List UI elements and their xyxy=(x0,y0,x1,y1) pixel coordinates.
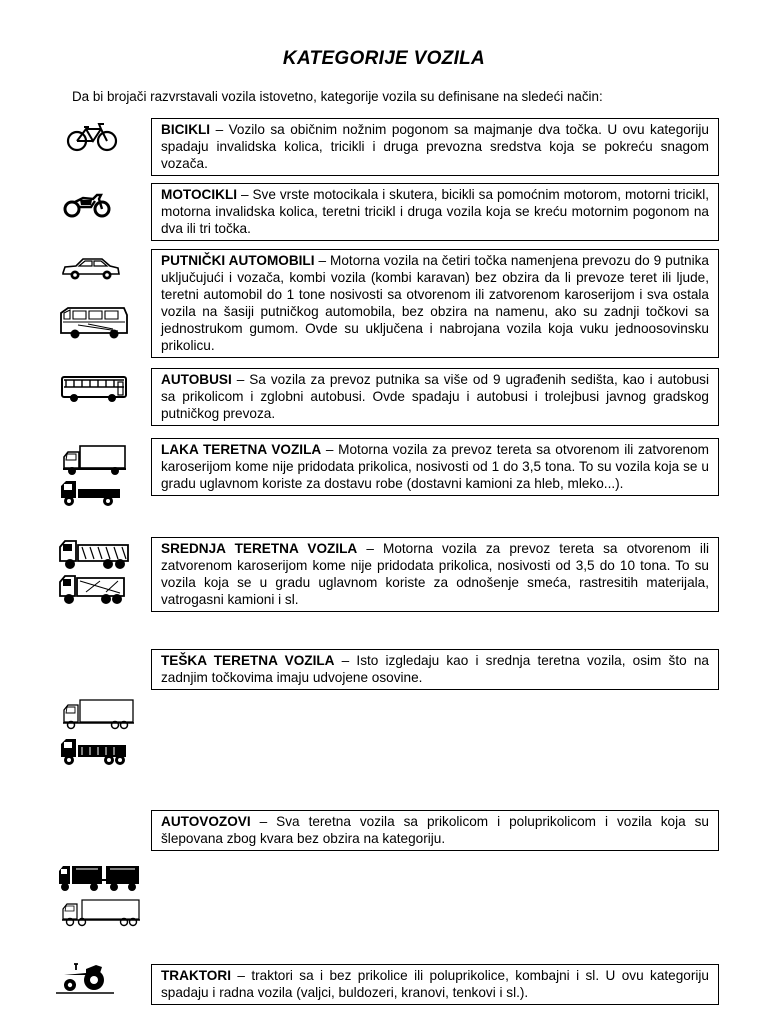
semi-trailer-icon xyxy=(60,897,142,927)
car-icon xyxy=(60,256,122,282)
category-text: – Vozilo sa običnim nožnim pogonom sa majmanje dva točka. U ovu kategoriju spadaju invalidska kolica, tricikli i druga prevozna sredstva koja se pokreću snagom vozača. xyxy=(161,122,709,171)
category-name: PUTNIČKI AUTOMOBILI xyxy=(161,253,315,268)
intro-text: Da bi brojači razvrstavali vozila istovetno, kategorije vozila su definisane na sledeći način: xyxy=(72,89,603,104)
category-laka-teretna-vozila xyxy=(151,438,719,496)
dump-truck-icon xyxy=(56,572,128,606)
category-text: – Sve vrste motocikala i skutera, bicikli sa pomoćnim motorom, motorni tricikl, motorna invalidska kolica, teretni tricikl i druga vozila koja se kreću motornim pogonom na dva ili tri točka. xyxy=(161,187,709,236)
category-name: TRAKTORI xyxy=(161,968,231,983)
category-text: – Sva teretna vozila sa prikolicom i poluprikolicom i vozila koja su šlepovana zbog kvara bez obzira na kategoriju. xyxy=(161,814,709,846)
category-name: LAKA TERETNA VOZILA xyxy=(161,442,322,457)
category-srednja-teretna-vozila xyxy=(151,537,719,612)
tractor-icon xyxy=(56,961,118,995)
box-truck-icon xyxy=(60,443,128,477)
category-text: – Sa vozila za prevoz putnika sa više od 9 ugrađenih sedišta, kao i autobusi sa prikolicom i zglobni autobusi. Ovde spadaju i autobusi i trolejbusi javnog gradskog putničkog prevoza. xyxy=(161,372,709,421)
category-motocikli xyxy=(151,183,719,241)
category-teska-teretna-vozila xyxy=(151,649,719,690)
category-name: TEŠKA TERETNA VOZILA xyxy=(161,653,335,668)
category-autobusi xyxy=(151,368,719,426)
heavy-truck-icon xyxy=(60,697,136,731)
category-text: – traktori sa i bez prikolice ili poluprikolice, kombajni i sl. U ovu kategoriju spadaju i radna vozila (valjci, buldozeri, kranovi, tenkovi i sl.). xyxy=(161,968,709,1000)
category-name: AUTOVOZOVI xyxy=(161,814,251,829)
van-icon xyxy=(58,305,130,341)
medium-truck-icon xyxy=(56,537,132,571)
truck-trailer-icon xyxy=(56,862,142,892)
category-text: – Motorna vozila za prevoz tereta sa otvorenom ili zatvorenom karoserijom kome nije pridodata prikolica, nosivosti od 3,5 do 10 tona. To su vozila koja se u gradu uglavnom koriste za odnošenje smeća, rastresitih materijala, vatrogasni kamioni i sl. xyxy=(161,541,709,607)
motorcycle-icon xyxy=(63,190,111,218)
category-text: – Motorna vozila za prevoz tereta sa otvorenom ili zatvorenom karoserijom kome nije pridodata prikolica, nosivosti od 1 do 3,5 tona. To su vozila koja se u gradu uglavnom koriste za dostavu robe (dostavni kamioni za hleb, mleko...). xyxy=(161,442,709,491)
category-putnicki-automobili xyxy=(151,249,719,358)
category-autovozovi xyxy=(151,810,719,851)
pickup-truck-icon xyxy=(58,478,124,508)
page-title: KATEGORIJE VOZILA xyxy=(282,48,486,69)
heavy-dump-truck-icon xyxy=(58,736,130,768)
bus-icon xyxy=(60,374,128,404)
category-traktori xyxy=(151,964,719,1005)
category-name: MOTOCIKLI xyxy=(161,187,238,202)
category-name: SREDNJA TERETNA VOZILA xyxy=(161,541,358,556)
category-name: AUTOBUSI xyxy=(161,372,232,387)
category-bicikli xyxy=(151,118,719,176)
category-text: – Motorna vozila na četiri točka namenjena prevozu do 9 putnika uključujući i vozača, kombi vozila (kombi karavan) bez obzira da li prevoze teret ili ljude, teretni automobil do 1 tone nosivosti sa otvorenom ili zatvorenom karoserijom i sva ostala vozila na šasiji putničkog automobila, bez obzira na namenu, ako su zadnji točkovi sa jednostrukom gumom. Ovde su uključena i nabrojana vozila koja vuku jednoosovinsku prikolicu. xyxy=(161,253,709,353)
category-name: BICIKLI xyxy=(161,122,211,137)
category-text: – Isto izgledaju kao i srednja teretna vozila, osim što na zadnjim točkovima imaju udvojene osovine. xyxy=(161,653,709,685)
bicycle-icon xyxy=(66,122,118,152)
